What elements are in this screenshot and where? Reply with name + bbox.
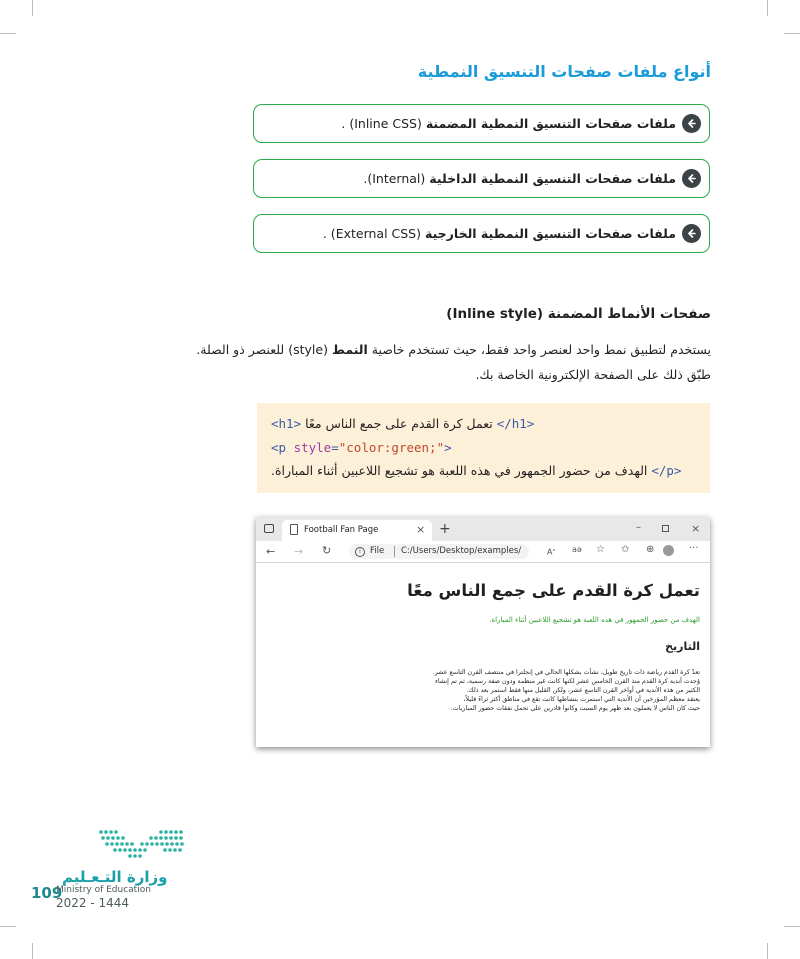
more-icon[interactable]: ··· <box>689 543 699 554</box>
address-path: C:/Users/Desktop/examples/ <box>401 546 522 556</box>
refresh-icon[interactable]: ↻ <box>322 544 332 557</box>
code-line-1: <h1> تعمل كرة القدم على جمع الناس معًا </h1> <box>271 416 535 431</box>
browser-tab[interactable] <box>282 520 432 541</box>
crop-mark <box>767 943 768 959</box>
ministry-logo <box>95 826 190 866</box>
forward-icon[interactable]: → <box>294 545 304 558</box>
minimize-icon[interactable]: – <box>636 522 641 533</box>
css-type-inline <box>253 104 710 143</box>
arrow-left-icon <box>682 114 701 133</box>
history-line: تعدّ كرة القدم رياضة ذات تاريخ طويل، نشأت بشكلها الحالي في إنجلترا في منتصف القرن التاسع عشر. <box>432 669 700 676</box>
crop-mark <box>0 33 16 34</box>
crop-mark <box>767 0 768 16</box>
tab-bar <box>256 517 710 541</box>
browser-window <box>256 517 710 747</box>
css-type-external <box>253 214 710 253</box>
paragraph-line-1: يستخدم لتطبيق نمط واحد لعنصر واحد فقط، حيث تستخدم خاصية النمط (style) للعنصر ذو الصلة. <box>196 342 711 357</box>
tab-title: Football Fan Page <box>304 525 379 535</box>
info-icon: i <box>355 547 365 557</box>
page-icon <box>290 524 298 535</box>
css-type-internal <box>253 159 710 198</box>
crop-mark <box>784 33 800 34</box>
address-scheme: File <box>370 546 385 556</box>
crop-mark <box>32 943 33 959</box>
close-tab-icon[interactable]: × <box>416 523 426 536</box>
read-aloud-icon[interactable]: $A^{_a}$ <box>547 545 556 557</box>
history-line: حيث كان الناس لا يعملون بعد ظهر يوم السبت وكانوا قادرين على تحمل نفقات حضور المباريات. <box>450 705 700 712</box>
favorite-icon[interactable]: ☆ <box>596 544 605 555</box>
collections-icon[interactable]: ⊕ <box>646 544 655 555</box>
history-heading: التاريخ <box>665 640 700 653</box>
page-number: 109 <box>31 884 63 902</box>
favorites-icon[interactable]: ✩ <box>621 544 630 555</box>
history-line: يعتقد معظم المؤرخين أن الأندية التي استمرت بنشاطها كانت تقع في مناطق أكثر ثراءً قليلاً، <box>463 696 700 703</box>
arrow-left-icon <box>682 224 701 243</box>
css-type-label: ملفات صفحات التنسيق النمطية الداخلية (Internal). <box>363 171 676 186</box>
history-line: وُجدت أندية كرة القدم منذ القرن الخامس عشر لكنها كانت غير منظمة ودون صفة رسمية، ثم تم إنشاء <box>434 678 700 685</box>
code-example <box>257 403 710 493</box>
profile-icon[interactable] <box>663 545 674 556</box>
close-window-icon[interactable]: × <box>691 522 701 535</box>
green-paragraph: الهدف من حضور الجمهور في هذه اللعبة هو تشجيع اللاعبين أثناء المباراة. <box>489 616 700 624</box>
translate-icon[interactable]: aə <box>572 545 582 554</box>
new-tab-icon[interactable]: + <box>439 521 451 537</box>
history-line: الكثير من هذه الأندية في أواخر القرن التاسع عشر، ولكن القليل منها فقط استمر بعد ذلك. <box>466 687 700 694</box>
paragraph-line-2: طبّق ذلك على الصفحة الإلكترونية الخاصة بك. <box>475 367 711 382</box>
address-divider <box>394 546 395 557</box>
crop-mark <box>32 0 33 16</box>
page-heading: تعمل كرة القدم على جمع الناس معًا <box>407 581 700 600</box>
edition-year: 2022 - 1444 <box>56 896 130 910</box>
css-type-label: ملفات صفحات التنسيق النمطية الخارجية (External CSS) . <box>322 226 676 241</box>
tab-actions-icon[interactable] <box>264 524 274 533</box>
css-type-label: ملفات صفحات التنسيق النمطية المضمنة (Inline CSS) . <box>341 116 676 131</box>
code-line-2: <p style="color:green;"> <box>271 440 452 455</box>
arrow-left-icon <box>682 169 701 188</box>
crop-mark <box>784 926 800 927</box>
section-title: أنواع ملفات صفحات التنسيق النمطية <box>417 62 711 81</box>
ministry-name-english: Ministry of Education <box>56 885 151 895</box>
code-line-3: .الهدف من حضور الجمهور في هذه اللعبة هو تشجيع اللاعبين أثناء المباراة </p> <box>271 463 682 478</box>
back-icon[interactable]: ← <box>266 545 276 558</box>
inline-style-heading: صفحات الأنماط المضمنة (Inline style) <box>446 306 711 322</box>
ministry-name-arabic: وزارة التـعـليم <box>62 868 168 886</box>
maximize-icon[interactable] <box>662 525 669 532</box>
crop-mark <box>0 926 16 927</box>
address-toolbar <box>256 541 710 563</box>
address-bar[interactable] <box>349 544 529 559</box>
